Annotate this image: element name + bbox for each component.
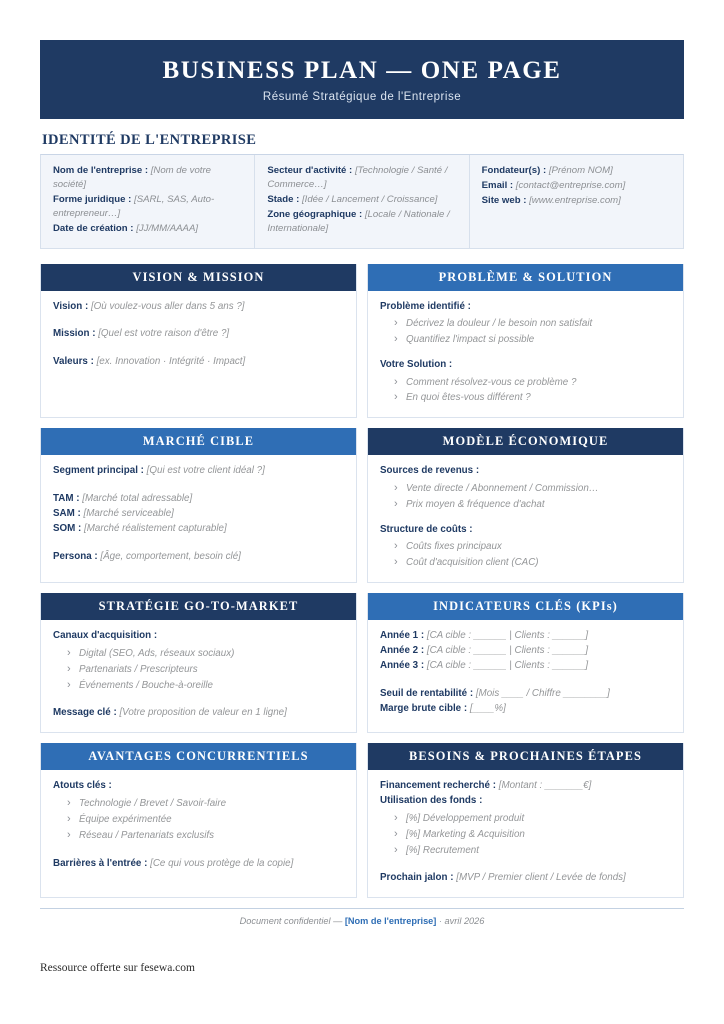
spacer <box>53 844 344 857</box>
financement-value: [Montant : _______€] <box>498 780 592 792</box>
footer-prefix: Document confidentiel — <box>239 916 343 927</box>
field-legal-form-value: [SARL, SAS, Auto-entrepreneur…] <box>53 193 215 219</box>
panel-avantages-concurrentiels <box>40 743 357 898</box>
list-item: › Prix moyen & fréquence d'achat <box>394 497 671 513</box>
segment-label: Segment principal : <box>53 465 144 477</box>
field-sector-value: [Technologie / Santé / Commerce…] <box>267 165 448 190</box>
persona-label: Persona : <box>53 550 98 562</box>
jalon-value: [MVP / Premier client / Levée de fonds] <box>456 872 626 884</box>
section-row-4 <box>40 743 684 898</box>
probleme-label: Problème identifié : <box>380 300 471 312</box>
panel-header-modele-economique: MODÈLE ÉCONOMIQUE <box>368 428 683 455</box>
field-sector-label: Secteur d'activité : <box>267 165 353 176</box>
financement-label: Financement recherché : <box>380 780 496 792</box>
annee2-value: [CA cible : ______ | Clients : ______] <box>426 645 589 657</box>
list-item: › Digital (SEO, Ads, réseaux sociaux) <box>67 646 344 662</box>
valeurs-label: Valeurs : <box>53 356 94 368</box>
list-item: › Décrivez la douleur / le besoin non satisfait <box>394 316 671 332</box>
persona-value: [Âge, comportement, besoin clé] <box>100 550 241 562</box>
vision-value: [Où voulez-vous aller dans 5 ans ?] <box>90 300 245 312</box>
panel-header-kpis: INDICATEURS CLÉS (KPIs) <box>368 593 683 620</box>
panel-header-besoins-prochaines-etapes: BESOINS & PROCHAINES ÉTAPES <box>368 743 683 770</box>
barrieres-label: Barrières à l'entrée : <box>53 857 148 869</box>
identity-box <box>40 154 684 249</box>
atouts-label: Atouts clés : <box>53 780 112 792</box>
tam-label: TAM : <box>53 493 80 505</box>
panel-probleme-solution <box>367 264 684 419</box>
som-value: [Marché réalistement capturable] <box>84 523 227 535</box>
document-banner <box>40 40 684 119</box>
panel-body-marche-cible <box>41 455 356 582</box>
jalon-label: Prochain jalon : <box>380 872 454 884</box>
utilisation-label: Utilisation des fonds : <box>380 795 483 807</box>
barrieres-row <box>53 857 344 872</box>
field-email <box>482 179 671 193</box>
mission-value: [Quel est votre raison d'être ?] <box>98 328 230 340</box>
list-item: › Quantifiez l'impact si possible <box>394 332 671 348</box>
field-creation-date-label: Date de création : <box>53 222 134 234</box>
couts-label: Structure de coûts : <box>380 523 473 535</box>
field-legal-form-label: Forme juridique : <box>53 193 132 205</box>
couts-list <box>380 539 671 571</box>
field-founders-value: [Prénom NOM] <box>548 165 613 176</box>
valeurs-value: [ex. Innovation · Intégrité · Impact] <box>96 356 246 368</box>
sam-label: SAM : <box>53 508 81 520</box>
list-item: › Technologie / Brevet / Savoir-faire <box>67 796 344 812</box>
panel-body-kpis <box>368 620 683 732</box>
document-footer <box>40 908 684 926</box>
panel-header-avantages-concurrentiels: AVANTAGES CONCURRENTIELS <box>41 743 356 770</box>
probleme-list <box>380 316 671 348</box>
seuil-label: Seuil de rentabilité : <box>380 687 474 699</box>
panel-kpis <box>367 593 684 733</box>
annee1-label: Année 1 : <box>380 630 425 642</box>
segment-value: [Qui est votre client idéal ?] <box>146 465 265 477</box>
annee2-row <box>380 644 671 659</box>
panel-header-go-to-market: STRATÉGIE GO-TO-MARKET <box>41 593 356 620</box>
message-row <box>53 706 344 721</box>
annee2-label: Année 2 : <box>380 645 425 657</box>
som-row <box>53 522 344 537</box>
identity-column-activity <box>255 155 469 248</box>
list-item: › En quoi êtes-vous différent ? <box>394 390 671 406</box>
message-label: Message clé : <box>53 707 117 719</box>
solution-list <box>380 375 671 407</box>
panel-body-go-to-market <box>41 620 356 732</box>
panel-go-to-market <box>40 593 357 733</box>
seuil-row <box>380 687 671 702</box>
annee3-row <box>380 659 671 674</box>
list-item: › Réseau / Partenariats exclusifs <box>67 828 344 844</box>
spacer <box>380 348 671 358</box>
tam-value: [Marché total adressable] <box>82 493 193 505</box>
field-stage-label: Stade : <box>267 193 300 205</box>
spacer <box>53 342 344 355</box>
panel-vision-mission <box>40 264 357 419</box>
segment-row <box>53 464 344 479</box>
list-item: › Coûts fixes principaux <box>394 539 671 555</box>
revenus-label: Sources de revenus : <box>380 465 480 477</box>
field-founders-label: Fondateur(s) : <box>481 165 547 176</box>
footer-separator: · <box>438 916 442 927</box>
annee3-label: Année 3 : <box>380 659 425 671</box>
list-item: › [%] Marketing & Acquisition <box>394 827 671 843</box>
vision-label: Vision : <box>53 300 89 312</box>
marge-row <box>380 702 671 717</box>
field-stage-value: [Idée / Lancement / Croissance] <box>302 193 438 205</box>
spacer <box>53 693 344 706</box>
tam-row <box>53 492 344 507</box>
sam-value: [Marché serviceable] <box>83 508 174 520</box>
field-stage <box>267 193 456 207</box>
field-creation-date <box>53 222 242 236</box>
panel-header-vision-mission: VISION & MISSION <box>41 264 356 291</box>
marge-label: Marge brute cible : <box>380 702 468 714</box>
seuil-value: [Mois ____ / Chiffre ________] <box>475 687 610 699</box>
barrieres-value: [Ce qui vous protège de la copie] <box>150 857 294 869</box>
panel-body-probleme-solution <box>368 291 683 418</box>
spacer <box>380 858 671 871</box>
list-item: › Équipe expérimentée <box>67 812 344 828</box>
list-item: › [%] Développement produit <box>394 811 671 827</box>
footer-date: avril 2026 <box>444 916 485 927</box>
field-email-label: Email : <box>481 179 514 191</box>
resource-credit: Ressource offerte sur fesewa.com <box>40 962 195 974</box>
identity-column-contact <box>470 155 683 248</box>
field-website-label: Site web : <box>481 194 527 206</box>
section-row-3 <box>40 593 684 733</box>
field-legal-form <box>53 193 242 221</box>
valeurs-row <box>53 355 344 370</box>
financement-row <box>380 779 671 794</box>
list-item: › Partenariats / Prescripteurs <box>67 662 344 678</box>
message-value: [Votre proposition de valeur en 1 ligne] <box>119 707 287 719</box>
field-company-name-value: [Nom de votre société] <box>53 165 211 190</box>
canaux-list <box>53 646 344 694</box>
panel-header-marche-cible: MARCHÉ CIBLE <box>41 428 356 455</box>
section-row-2 <box>40 428 684 583</box>
page-subtitle: Résumé Stratégique de l'Entreprise <box>262 91 462 103</box>
list-item: › [%] Recrutement <box>394 843 671 859</box>
field-company-name <box>53 164 242 192</box>
solution-label: Votre Solution : <box>380 358 453 370</box>
vision-row <box>53 300 344 315</box>
identity-column-company <box>41 155 255 248</box>
panel-body-vision-mission <box>41 291 356 418</box>
field-website-value: [www.entreprise.com] <box>529 194 621 206</box>
field-geography-value: [Locale / Nationale / Internationale] <box>267 208 450 234</box>
list-item: › Événements / Bouche-à-oreille <box>67 678 344 694</box>
mission-label: Mission : <box>53 328 96 340</box>
spacer <box>380 513 671 523</box>
marge-value: [____%] <box>469 702 506 714</box>
utilisation-list <box>380 811 671 859</box>
footer-company-name: [Nom de l'entreprise] <box>344 916 437 927</box>
panel-body-modele-economique <box>368 455 683 582</box>
atouts-list <box>53 796 344 844</box>
annee1-row <box>380 629 671 644</box>
persona-row <box>53 550 344 565</box>
field-creation-date-value: [JJ/MM/AAAA] <box>136 222 199 234</box>
field-founders <box>482 164 671 178</box>
canaux-label: Canaux d'acquisition : <box>53 630 158 642</box>
field-company-name-label: Nom de l'entreprise : <box>53 165 149 176</box>
field-geography <box>267 208 456 236</box>
sam-row <box>53 507 344 522</box>
field-sector <box>267 164 456 192</box>
mission-row <box>53 327 344 342</box>
panel-body-besoins-prochaines-etapes <box>368 770 683 897</box>
field-email-value: [contact@entreprise.com] <box>515 179 626 191</box>
jalon-row <box>380 871 671 886</box>
annee3-value: [CA cible : ______ | Clients : ______] <box>426 659 589 671</box>
identity-section-heading: IDENTITÉ DE L'ENTREPRISE <box>42 132 257 148</box>
field-website <box>482 194 671 208</box>
list-item: › Comment résolvez-vous ce problème ? <box>394 375 671 391</box>
panel-body-avantages-concurrentiels <box>41 770 356 897</box>
panel-modele-economique <box>367 428 684 583</box>
annee1-value: [CA cible : ______ | Clients : ______] <box>426 630 589 642</box>
panel-header-probleme-solution: PROBLÈME & SOLUTION <box>368 264 683 291</box>
sections-grid <box>40 264 684 899</box>
spacer <box>53 479 344 492</box>
revenus-list <box>380 481 671 513</box>
spacer <box>53 537 344 550</box>
spacer <box>380 674 671 687</box>
list-item: › Vente directe / Abonnement / Commission… <box>394 481 671 497</box>
panel-marche-cible <box>40 428 357 583</box>
section-row-1 <box>40 264 684 419</box>
spacer <box>53 314 344 327</box>
field-geography-label: Zone géographique : <box>267 208 363 220</box>
page-title: BUSINESS PLAN — ONE PAGE <box>162 57 562 84</box>
list-item: › Coût d'acquisition client (CAC) <box>394 555 671 571</box>
som-label: SOM : <box>53 523 82 535</box>
panel-besoins-prochaines-etapes <box>367 743 684 898</box>
